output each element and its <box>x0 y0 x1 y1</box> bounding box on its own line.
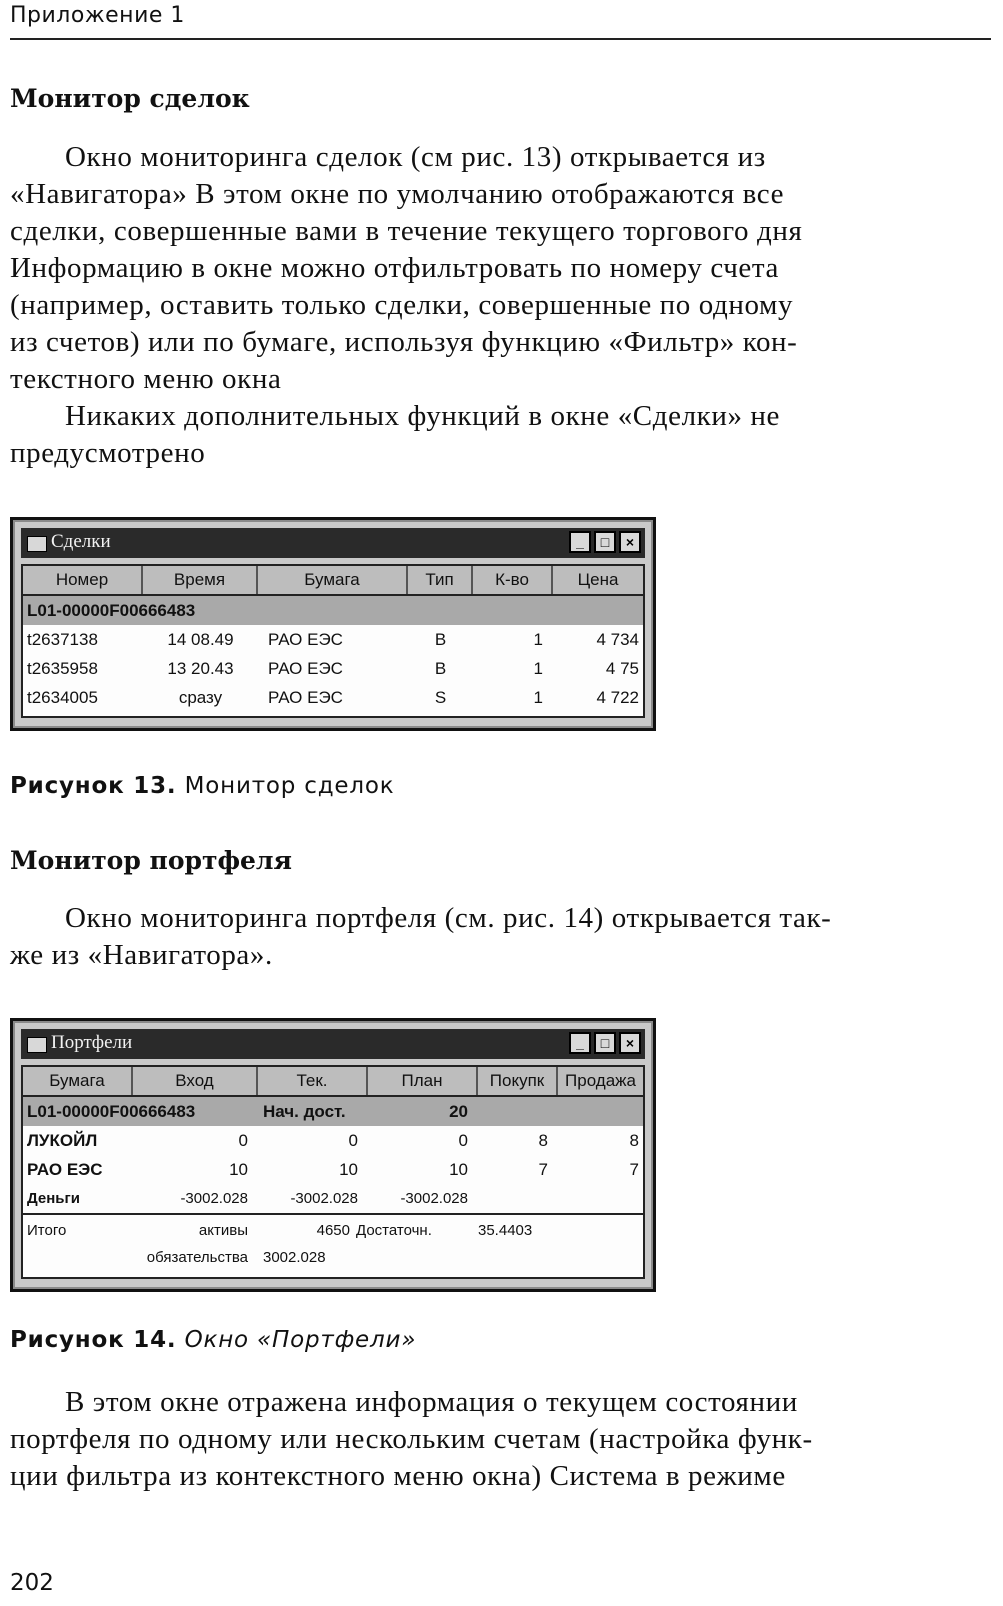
account-group-row[interactable] <box>23 1097 643 1126</box>
text-line: текстного меню окна <box>10 363 282 395</box>
maximize-button[interactable]: □ <box>594 531 616 553</box>
column-header-plan[interactable]: План <box>368 1067 478 1095</box>
portfolio-buy: 8 <box>538 1131 548 1150</box>
section-heading-deals: Монитор сделок <box>10 84 250 113</box>
figure-caption-13 <box>10 773 394 799</box>
deal-price: 4 734 <box>596 630 639 649</box>
liabilities-label: обязательства <box>146 1249 248 1266</box>
portfolio-entry: 10 <box>229 1160 248 1179</box>
deals-table <box>21 564 645 718</box>
column-header-security[interactable]: Бумага <box>258 566 408 594</box>
caption-text: Монитор сделок <box>184 773 395 799</box>
minimize-button[interactable]: _ <box>569 1032 591 1054</box>
deal-time: 14 08.49 <box>167 630 234 649</box>
column-header-buy[interactable]: Покупк <box>478 1067 558 1095</box>
maximize-button[interactable]: □ <box>594 1032 616 1054</box>
text-line: портфеля по одному или нескольким счетам (настройка функ- <box>10 1423 813 1455</box>
text-line: В этом окне отражена информация о текущем состоянии <box>65 1386 798 1418</box>
portfolio-sell: 8 <box>629 1131 639 1150</box>
deal-type: B <box>434 659 447 678</box>
deals-table-header <box>23 566 643 596</box>
portfolio-entry: -3002.028 <box>180 1190 248 1207</box>
deal-type: B <box>434 630 447 649</box>
column-header-price[interactable]: Цена <box>577 570 619 589</box>
column-header-type[interactable]: Тип <box>408 566 473 594</box>
section-heading-portfolio: Монитор портфеля <box>10 846 293 875</box>
portfolio-plan: -3002.028 <box>400 1190 468 1207</box>
paragraph-portfolio-intro <box>10 900 995 974</box>
text-line: сделки, совершенные вами в течение текущего торгового дня <box>10 215 803 247</box>
totals-row <box>23 1216 643 1245</box>
running-head: Приложение 1 <box>10 3 185 28</box>
sufficiency-value: 35.4403 <box>478 1222 533 1239</box>
portfolio-current: -3002.028 <box>290 1190 358 1207</box>
initial-sufficiency-label: Нач. дост. <box>263 1102 346 1121</box>
totals-row <box>23 1243 643 1272</box>
column-header-current[interactable]: Тек. <box>258 1067 368 1095</box>
deal-qty: 1 <box>533 630 543 649</box>
paragraph-deals-note <box>10 398 995 472</box>
deal-number: t2635958 <box>27 659 98 678</box>
table-row[interactable] <box>23 654 643 683</box>
minimize-button[interactable]: _ <box>569 531 591 553</box>
deal-price: 4 75 <box>605 659 639 678</box>
text-line: «Навигатора» В этом окне по умолчанию отображаются все <box>10 178 785 210</box>
deals-window-titlebar[interactable] <box>21 528 645 558</box>
assets-label: активы <box>198 1222 248 1239</box>
window-icon <box>27 536 47 552</box>
portfolio-plan: 10 <box>449 1160 468 1179</box>
caption-label: Рисунок 13. <box>10 773 177 799</box>
page-number: 202 <box>10 1570 54 1596</box>
column-header-number[interactable]: Номер <box>23 566 143 594</box>
deal-qty: 1 <box>533 688 543 707</box>
header-rule <box>10 38 991 40</box>
text-line: Никаких дополнительных функций в окне «Сделки» не <box>65 400 780 432</box>
caption-label: Рисунок 14. <box>10 1327 177 1353</box>
text-line: предусмотрено <box>10 437 206 469</box>
deal-number: t2634005 <box>27 688 98 707</box>
initial-sufficiency-value: 20 <box>449 1102 468 1121</box>
table-row[interactable] <box>23 1155 643 1184</box>
figure-caption-14 <box>10 1327 416 1353</box>
portfolio-window-title: Портфели <box>51 1032 133 1053</box>
portfolio-security: РАО ЕЭС <box>27 1160 103 1179</box>
portfolio-security: Деньги <box>27 1190 80 1207</box>
liabilities-value: 3002.028 <box>263 1249 326 1266</box>
text-line: Окно мониторинга портфеля (см. рис. 14) открывается так- <box>65 902 832 934</box>
portfolio-window-titlebar[interactable] <box>21 1029 645 1059</box>
deal-number: t2637138 <box>27 630 98 649</box>
portfolio-table-header <box>23 1067 643 1097</box>
column-header-time[interactable]: Время <box>143 566 258 594</box>
portfolio-sell: 7 <box>629 1160 639 1179</box>
totals-label: Итого <box>27 1222 67 1239</box>
paragraph-deals-intro <box>10 139 995 398</box>
deal-time: сразу <box>178 688 223 707</box>
deal-qty: 1 <box>533 659 543 678</box>
text-line: (например, оставить только сделки, совершенные по одному <box>10 289 794 321</box>
portfolio-window <box>10 1018 656 1292</box>
window-icon <box>27 1037 47 1053</box>
text-line: ции фильтра из контекстного меню окна) Система в режиме <box>10 1460 786 1492</box>
deals-window-title: Сделки <box>51 531 111 552</box>
close-button[interactable]: × <box>619 1032 641 1054</box>
portfolio-table <box>21 1065 645 1279</box>
deal-security: РАО ЕЭС <box>268 688 343 707</box>
deal-type: S <box>434 688 447 707</box>
paragraph-portfolio-details <box>10 1384 995 1495</box>
column-header-qty[interactable]: К-во <box>473 566 553 594</box>
column-header-sell[interactable]: Продажа <box>565 1071 636 1090</box>
deal-time: 13 20.43 <box>167 659 234 678</box>
text-line: из счетов) или по бумаге, используя функцию «Фильтр» кон- <box>10 326 798 358</box>
deal-price: 4 722 <box>596 688 639 707</box>
text-line: же из «Навигатора». <box>10 939 273 971</box>
text-line: Окно мониторинга сделок (см рис. 13) открывается из <box>65 141 766 173</box>
close-button[interactable]: × <box>619 531 641 553</box>
account-group-row[interactable] <box>23 596 643 625</box>
account-id: L01-00000F00666483 <box>27 1102 196 1121</box>
deal-security: РАО ЕЭС <box>268 630 343 649</box>
column-header-entry[interactable]: Вход <box>133 1067 258 1095</box>
caption-text: Окно «Портфели» <box>184 1327 417 1353</box>
text-line: Информацию в окне можно отфильтровать по номеру счета <box>10 252 779 284</box>
portfolio-current: 0 <box>348 1131 358 1150</box>
portfolio-plan: 0 <box>458 1131 468 1150</box>
account-id: L01-00000F00666483 <box>27 601 196 620</box>
portfolio-current: 10 <box>339 1160 358 1179</box>
deal-security: РАО ЕЭС <box>268 659 343 678</box>
portfolio-buy: 7 <box>538 1160 548 1179</box>
sufficiency-label: Достаточн. <box>356 1222 432 1239</box>
table-row[interactable] <box>23 683 643 712</box>
deals-window <box>10 517 656 731</box>
table-row[interactable] <box>23 1184 643 1215</box>
table-row[interactable] <box>23 625 643 654</box>
portfolio-entry: 0 <box>238 1131 248 1150</box>
table-row[interactable] <box>23 1126 643 1155</box>
column-header-security[interactable]: Бумага <box>23 1067 133 1095</box>
portfolio-security: ЛУКОЙЛ <box>27 1131 98 1150</box>
assets-value: 4650 <box>316 1222 350 1239</box>
